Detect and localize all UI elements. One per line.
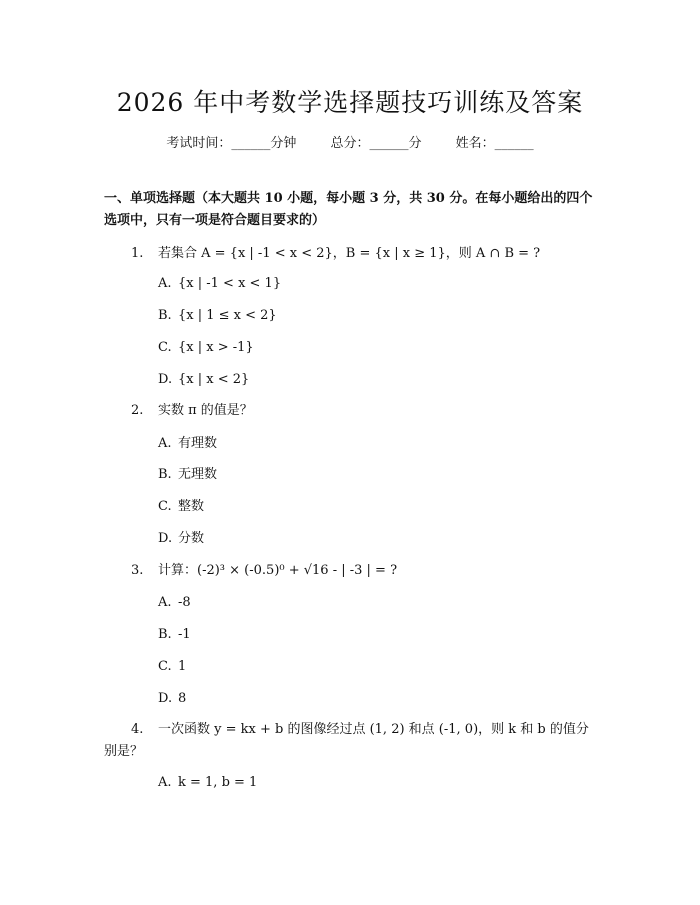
option-text: 分数 — [178, 531, 205, 546]
option-text: k = 1, b = 1 — [178, 775, 258, 790]
question-number: 3. — [131, 563, 144, 578]
option-b — [158, 627, 191, 643]
question-3 — [131, 563, 397, 579]
question-2 — [131, 403, 253, 419]
option-a — [158, 436, 217, 452]
question-4 — [104, 719, 598, 763]
option-text: 整数 — [178, 499, 205, 514]
option-a — [158, 775, 257, 791]
question-number: 1. — [131, 246, 144, 261]
question-number: 2. — [131, 403, 144, 418]
section-heading: 一、单项选择题（本大题共 10 小题，每小题 3 分，共 30 分。在每小题给出的四个选项中，只有一项是符合题目要求的） — [104, 191, 593, 228]
option-text: 无理数 — [178, 467, 218, 482]
option-d — [158, 531, 204, 547]
option-text: 1 — [178, 659, 187, 674]
option-label: A. — [158, 276, 172, 291]
option-text: {x | x > -1} — [178, 340, 254, 355]
option-text: {x | x < 2} — [178, 372, 250, 387]
option-text: {x | -1 < x < 1} — [178, 276, 282, 291]
option-text: -8 — [178, 595, 191, 610]
option-a — [158, 276, 281, 292]
option-d — [158, 691, 186, 707]
exam-time-field: 考试时间：______分钟 — [166, 136, 297, 151]
option-label: D. — [158, 372, 173, 387]
total-score-field: 总分：______分 — [330, 136, 422, 151]
page-title: 2026 年中考数学选择题技巧训练及答案 — [116, 88, 584, 117]
option-text: 有理数 — [178, 436, 218, 451]
option-a — [158, 595, 191, 611]
option-c — [158, 340, 254, 356]
option-label: C. — [158, 659, 172, 674]
option-label: A. — [158, 436, 172, 451]
option-label: B. — [158, 308, 172, 323]
option-b — [158, 308, 277, 324]
option-label: C. — [158, 340, 172, 355]
option-text: 8 — [178, 691, 187, 706]
question-1 — [131, 246, 540, 262]
option-d — [158, 372, 249, 388]
option-text: -1 — [178, 627, 191, 642]
option-label: D. — [158, 691, 173, 706]
option-label: B. — [158, 467, 172, 482]
question-text: 实数 π 的值是？ — [158, 403, 253, 418]
question-number: 4. — [131, 722, 144, 737]
exam-info — [0, 132, 700, 151]
question-text: 计算：(-2)³ × (-0.5)⁰ + √16 - | -3 | = ? — [158, 563, 398, 578]
option-c — [158, 499, 204, 515]
question-text: 若集合 A = {x | -1 < x < 2}，B = {x | x ≥ 1}，则 A ∩ B = ? — [158, 246, 541, 261]
option-b — [158, 467, 217, 483]
option-label: A. — [158, 775, 172, 790]
option-label: C. — [158, 499, 172, 514]
question-text: 一次函数 y = kx + b 的图像经过点 (1, 2) 和点 (-1, 0)，则 k 和 b 的值分别是？ — [104, 722, 589, 759]
name-field: 姓名：______ — [455, 136, 534, 151]
option-text: {x | 1 ≤ x < 2} — [178, 308, 277, 323]
option-label: A. — [158, 595, 172, 610]
option-label: D. — [158, 531, 173, 546]
option-c — [158, 659, 186, 675]
option-label: B. — [158, 627, 172, 642]
